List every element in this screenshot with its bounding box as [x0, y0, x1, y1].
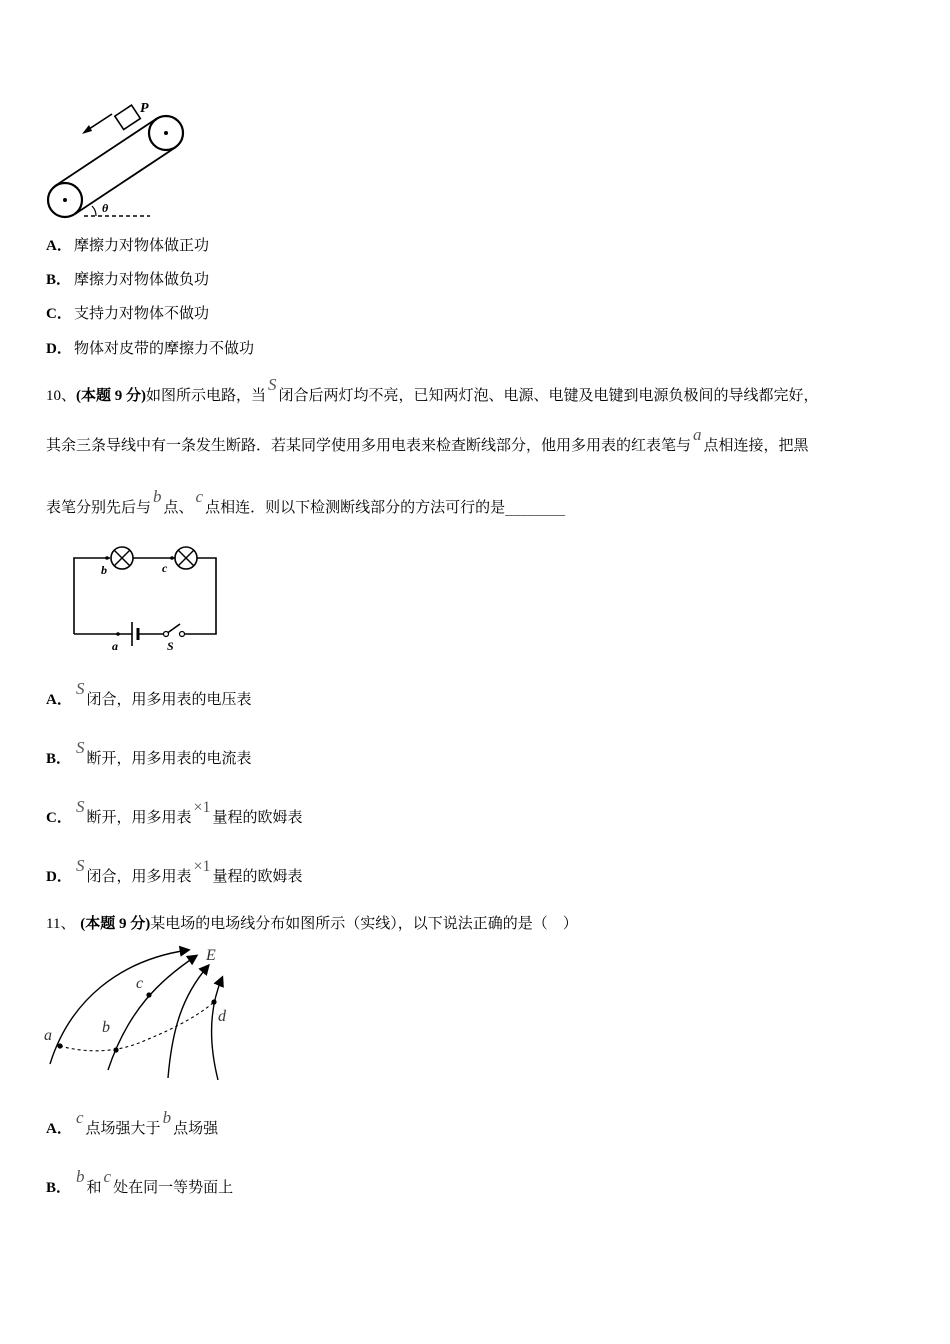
- question-number: 11、: [46, 916, 76, 932]
- option-label: C．: [46, 306, 72, 322]
- conveyor-belt-figure: [40, 96, 200, 224]
- option-label: D．: [46, 341, 72, 357]
- stem-text: 闭合后两灯均不亮，已知两灯泡、电源、电键及电键到电源负极间的导线都完好，: [278, 386, 819, 404]
- var-s: S: [76, 738, 85, 757]
- question-score: (本题 9 分): [80, 916, 151, 932]
- belt-top: [55, 119, 156, 186]
- switch-pivot: [164, 632, 169, 637]
- multiplier: ×1: [193, 799, 211, 816]
- option-text: 支持力对物体不做功: [74, 304, 210, 322]
- var-s: S: [268, 375, 277, 394]
- q11-stem: [46, 913, 578, 934]
- var-b: b: [153, 487, 162, 506]
- option-text: 摩擦力对物体做正功: [74, 236, 210, 254]
- option-text: 摩擦力对物体做负功: [74, 270, 210, 288]
- point-c-dot: [146, 992, 151, 997]
- q10-option-d[interactable]: [46, 856, 303, 887]
- q10-stem-line3: [46, 487, 566, 517]
- option-label: B．: [46, 272, 72, 288]
- q10-option-a[interactable]: [46, 679, 252, 710]
- option-label: C．: [46, 810, 72, 826]
- stem-text: 某电场的电场线分布如图所示（实线），以下说法正确的是（ ）: [150, 914, 578, 932]
- option-label: A．: [46, 1121, 72, 1137]
- option-text: 闭合，用多用表: [86, 867, 192, 885]
- option-text: 点场强: [173, 1119, 219, 1137]
- option-text: 量程的欧姆表: [212, 808, 303, 826]
- stem-text: 点、: [163, 498, 194, 516]
- var-s: S: [76, 797, 85, 816]
- field-line-3: [168, 966, 208, 1078]
- q9-option-d[interactable]: [46, 338, 254, 359]
- option-label: B．: [46, 1180, 72, 1196]
- lower-pulley-axle: [63, 198, 67, 202]
- label-theta: θ: [102, 201, 109, 215]
- label-b: b: [102, 1019, 110, 1036]
- label-p: P: [140, 101, 149, 116]
- var-c: c: [76, 1108, 84, 1127]
- block-p: [115, 105, 141, 129]
- q11-option-b[interactable]: [46, 1167, 234, 1198]
- var-c: c: [195, 487, 204, 506]
- var-b: b: [162, 1108, 172, 1127]
- option-label: A．: [46, 238, 72, 254]
- label-c: c: [136, 975, 144, 992]
- stem-text: 表笔分别先后与: [46, 498, 152, 516]
- electric-field-figure: [40, 940, 240, 1085]
- q10-stem-line2: [46, 425, 809, 455]
- q11-option-a[interactable]: [46, 1108, 219, 1139]
- q10-option-b[interactable]: [46, 738, 252, 769]
- stem-text: 点相连．则以下检测断线部分的方法可行的是________: [205, 498, 566, 516]
- motion-arrowhead: [82, 125, 92, 134]
- field-line-4: [212, 978, 222, 1080]
- label-e: E: [206, 947, 216, 964]
- option-text: 点场强大于: [85, 1119, 161, 1137]
- option-label: A．: [46, 692, 72, 708]
- option-text: 物体对皮带的摩擦力不做功: [74, 339, 255, 357]
- circuit-figure: [66, 544, 238, 656]
- var-s: S: [76, 679, 85, 698]
- point-b-dot: [105, 556, 109, 560]
- q9-option-a[interactable]: [46, 235, 209, 256]
- question-score: (本题 9 分): [76, 388, 147, 404]
- option-text: 和: [86, 1178, 102, 1196]
- label-a: a: [112, 639, 118, 653]
- label-s: S: [167, 639, 174, 653]
- question-number: 10、: [46, 388, 77, 404]
- stem-text: 点相连接，把黑: [703, 436, 809, 454]
- option-text: 断开，用多用表: [86, 808, 192, 826]
- var-a: a: [693, 425, 702, 444]
- stem-text: 其余三条导线中有一条发生断路．若某同学使用多用电表来检查断线部分，他用多用表的红表笔与: [46, 436, 692, 454]
- equipotential-dashed: [60, 1002, 214, 1051]
- q10-stem-line1: [46, 375, 819, 406]
- label-d: d: [218, 1008, 226, 1025]
- point-d-dot: [211, 999, 216, 1004]
- belt-bottom: [75, 147, 176, 214]
- var-s: S: [76, 856, 85, 875]
- label-a: a: [44, 1027, 52, 1044]
- q9-option-b[interactable]: [46, 269, 209, 290]
- multiplier: ×1: [193, 858, 211, 875]
- option-text: 量程的欧姆表: [212, 867, 303, 885]
- point-a-dot: [116, 632, 120, 636]
- option-label: B．: [46, 751, 72, 767]
- stem-text: 如图所示电路，当: [146, 386, 267, 404]
- option-text: 闭合，用多用表的电压表: [86, 690, 252, 708]
- label-c: c: [162, 561, 168, 575]
- var-c: c: [103, 1167, 112, 1186]
- q9-option-c[interactable]: [46, 303, 209, 324]
- point-b-dot: [113, 1047, 118, 1052]
- upper-pulley-axle: [164, 131, 168, 135]
- option-text: 断开，用多用表的电流表: [86, 749, 252, 767]
- point-a-dot: [57, 1043, 62, 1048]
- point-c-dot: [170, 556, 174, 560]
- label-b: b: [101, 563, 107, 577]
- switch-contact: [180, 632, 185, 637]
- option-text: 处在同一等势面上: [113, 1178, 234, 1196]
- field-line-1: [50, 950, 188, 1064]
- option-label: D．: [46, 869, 72, 885]
- var-b: b: [76, 1167, 85, 1186]
- q10-option-c[interactable]: [46, 797, 303, 828]
- angle-arc: [92, 206, 96, 216]
